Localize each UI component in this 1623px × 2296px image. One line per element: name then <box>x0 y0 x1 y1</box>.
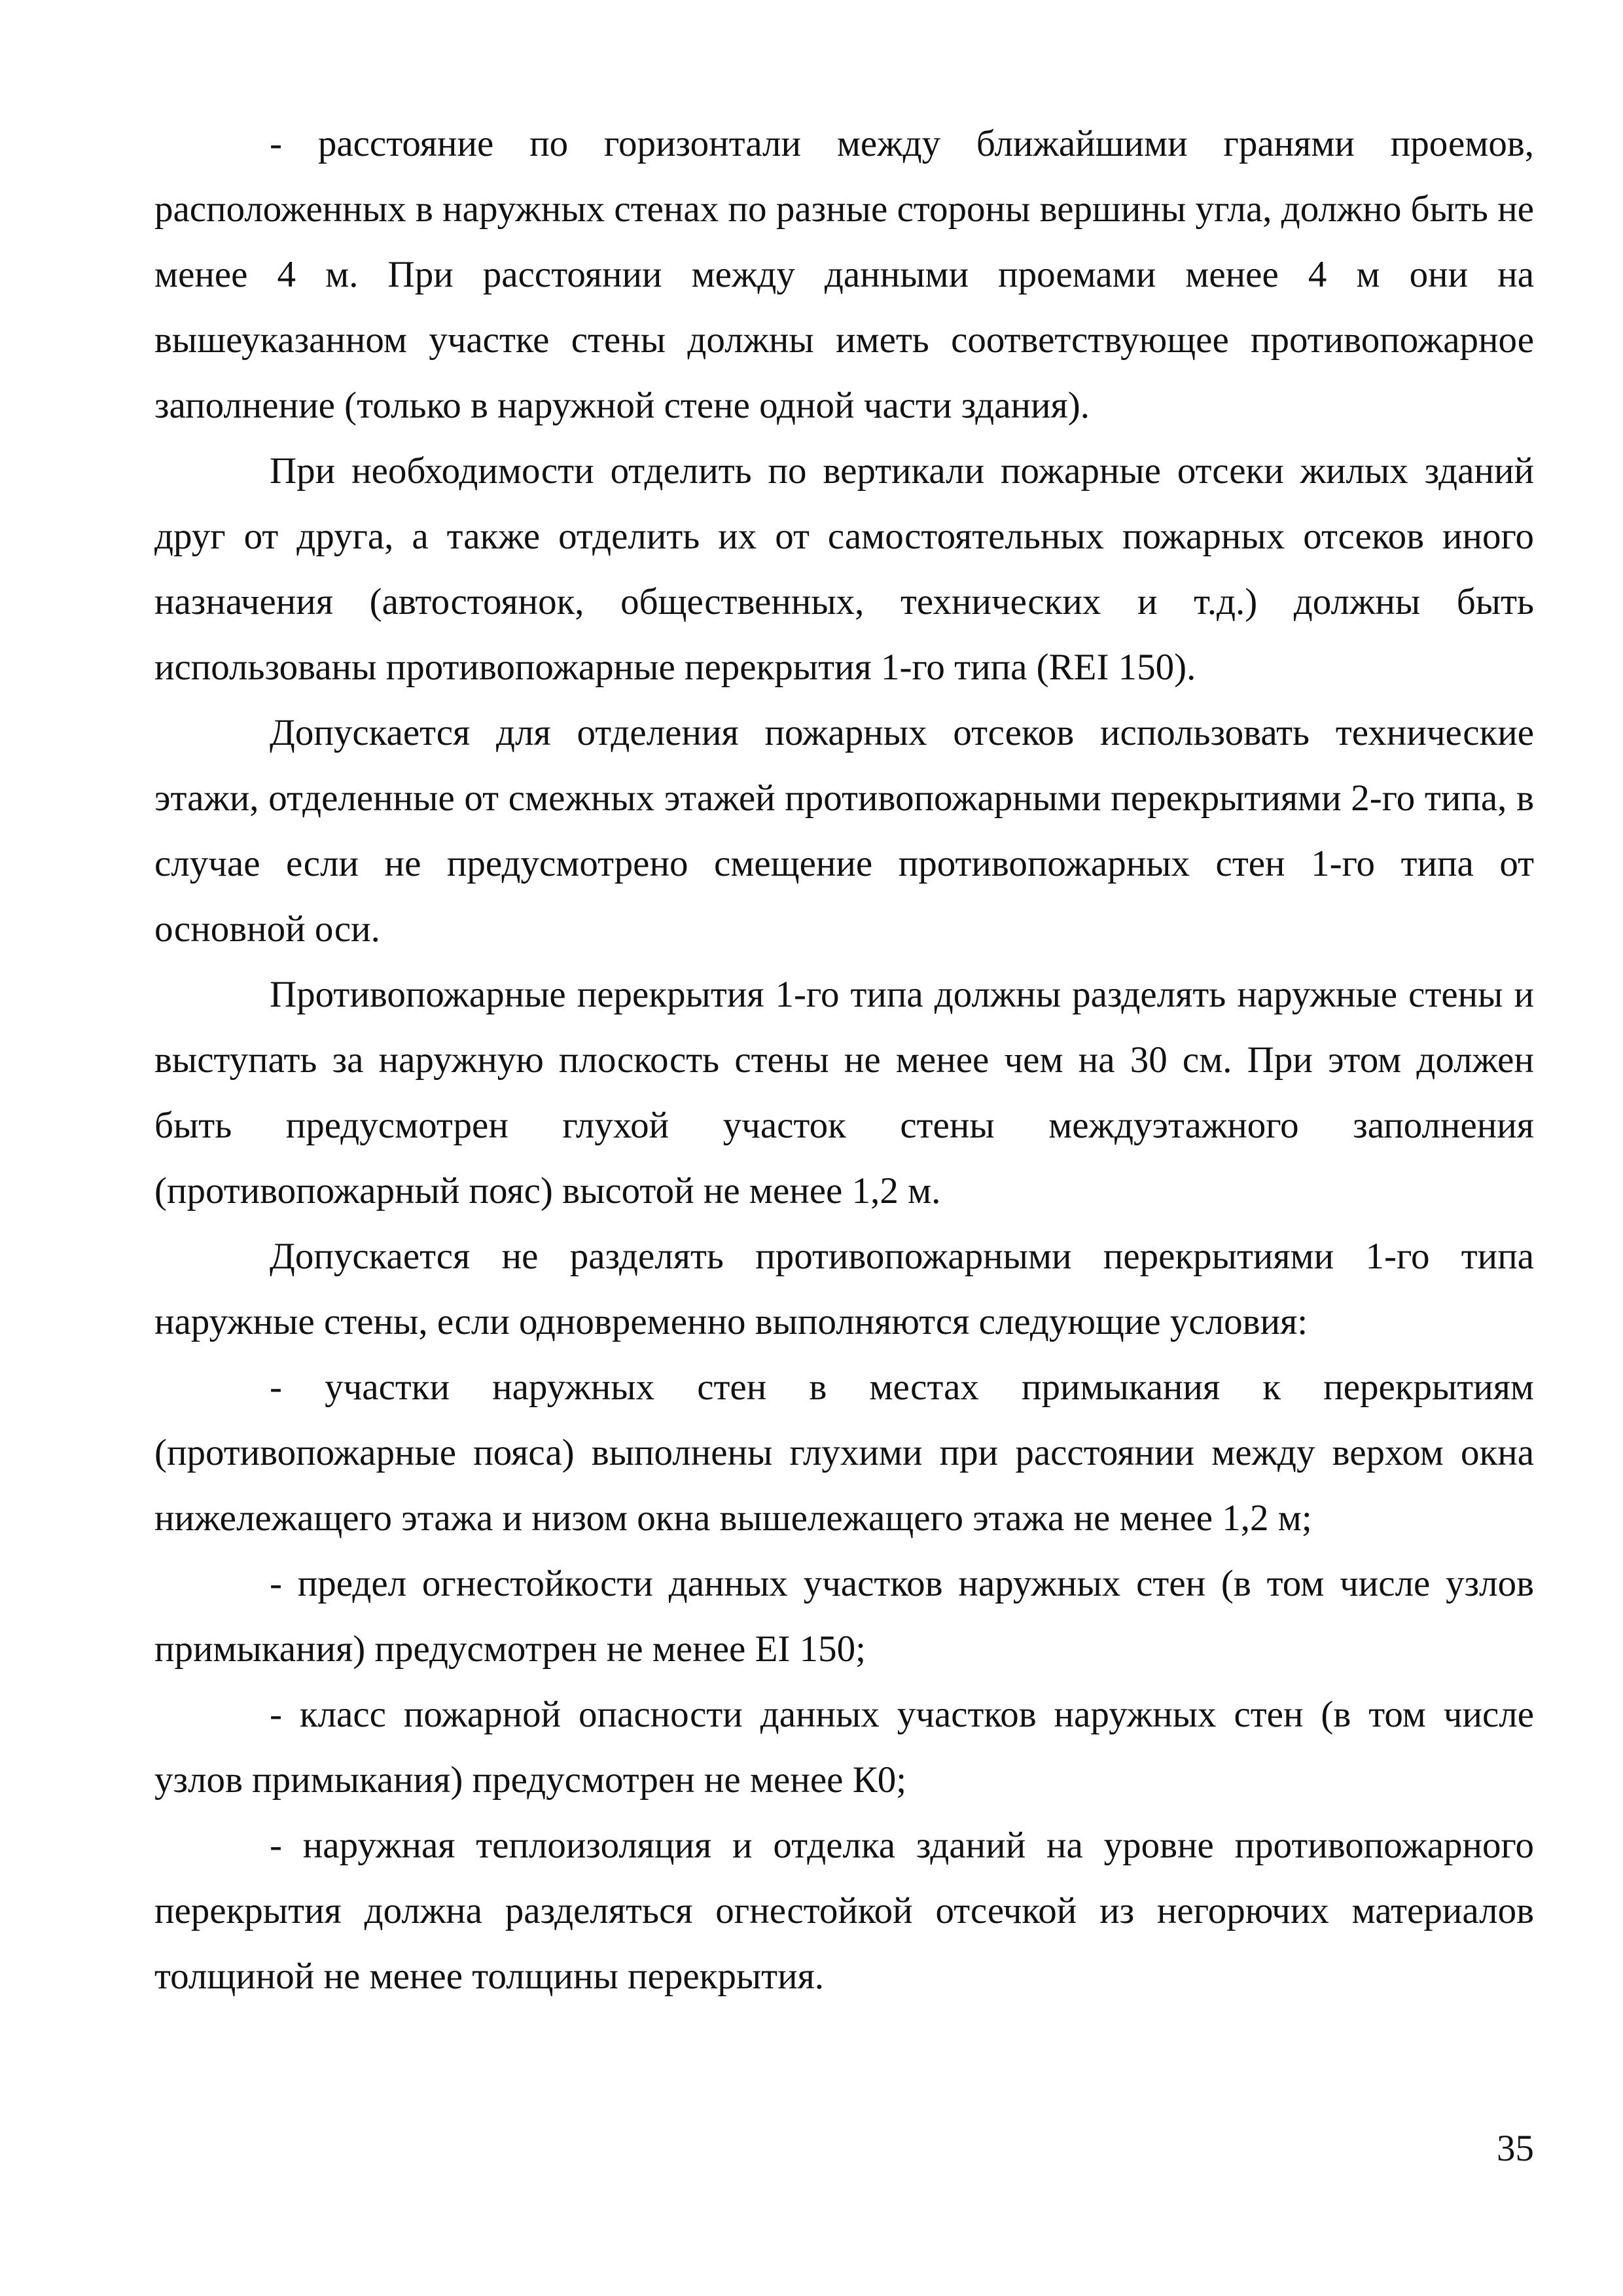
paragraph-vertical-separation: При необходимости отделить по вертикали пожарные отсеки жилых зданий друг от друга, а также отделить их от самостоятельных пожарных отсеков иного назначения (автостоянок, общественных, технических и т.д.) должны быть использованы противопожарные перекрытия 1-го типа (REI 150). <box>154 450 1534 688</box>
list-item-insulation-cutoff: - наружная теплоизоляция и отделка зданий на уровне противопожарного перекрытия должна разделяться огнестойкой отсечкой из негорючих материалов толщиной не менее толщины перекрытия. <box>154 1825 1534 1997</box>
paragraph-technical-floors: Допускается для отделения пожарных отсеков использовать технические этажи, отделенные от смежных этажей противопожарными перекрытиями 2-го типа, в случае если не предусмотрено смещение противопожарных стен 1-го типа от основной оси. <box>154 712 1534 950</box>
list-item-fire-resistance: - предел огнестойкости данных участков наружных стен (в том числе узлов примыкания) предусмотрен не менее EI 150; <box>154 1563 1534 1670</box>
list-item-fire-hazard-class: - класс пожарной опасности данных участков наружных стен (в том числе узлов примыкания) предусмотрен не менее К0; <box>154 1694 1534 1801</box>
paragraph-conditions-intro: Допускается не разделять противопожарными перекрытиями 1-го типа наружные стены, если одновременно выполняются следующие условия: <box>154 1236 1534 1342</box>
page-body <box>154 111 1534 2009</box>
paragraph-ceiling-projection: Противопожарные перекрытия 1-го типа должны разделять наружные стены и выступать за наружную плоскость стены не менее чем на 30 см. При этом должен быть предусмотрен глухой участок стены междуэтажного заполнения (противопожарный пояс) высотой не менее 1,2 м. <box>154 974 1534 1211</box>
list-item-blind-wall-sections: - участки наружных стен в местах примыкания к перекрытиям (противопожарные пояса) выполнены глухими при расстоянии между верхом окна нижележащего этажа и низом окна вышележащего этажа не менее 1,2 м; <box>154 1367 1534 1539</box>
page-number: 35 <box>1497 2128 1534 2169</box>
paragraph-distance-between-openings: - расстояние по горизонтали между ближайшими гранями проемов, расположенных в наружных стенах по разные стороны вершины угла, должно быть не менее 4 м. При расстоянии между данными проемами менее 4 м они на вышеуказанном участке стены должны иметь соответствующее противопожарное заполнение (только в наружной стене одной части здания). <box>154 123 1534 426</box>
